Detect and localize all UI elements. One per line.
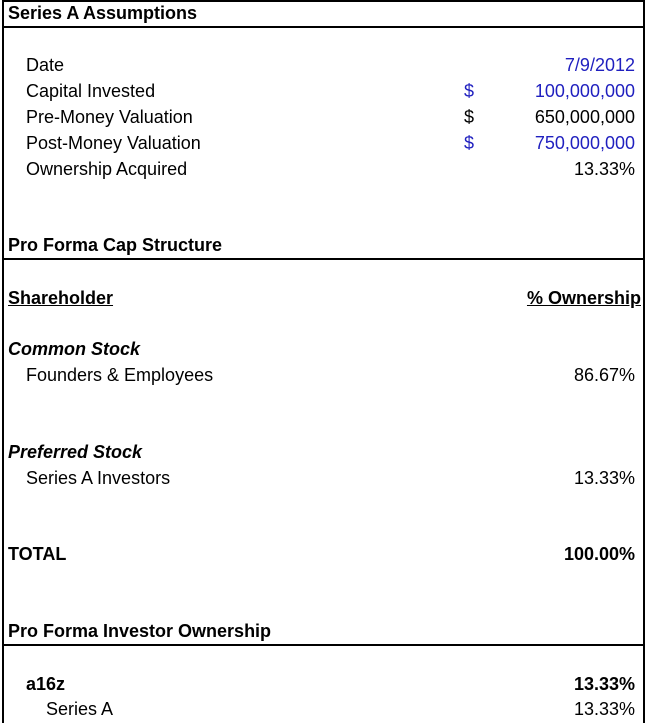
currency-symbol: $ [464, 133, 475, 153]
divider [4, 26, 643, 28]
row-label: Pre-Money Valuation [26, 107, 193, 127]
row-label: Date [26, 55, 65, 75]
row-value: 650,000,000 [534, 107, 635, 127]
row-label: Post-Money Valuation [26, 133, 201, 153]
shareholder-header: Shareholder [8, 288, 114, 308]
row-series-a-investors [4, 465, 643, 491]
row-value: 13.33% [573, 468, 635, 488]
spreadsheet [2, 0, 645, 723]
row-label: Ownership Acquired [26, 159, 188, 179]
total-label: TOTAL [8, 544, 67, 564]
row-label: Capital Invested [26, 81, 156, 101]
currency-symbol: $ [464, 107, 475, 127]
row-pre-money [4, 104, 643, 130]
currency-symbol: $ [464, 81, 475, 101]
series-a-title: Series A Assumptions [8, 3, 198, 23]
row-date [4, 52, 643, 78]
row-label: Series A Investors [26, 468, 171, 488]
row-capital-invested [4, 78, 643, 104]
investor-value: 13.33% [573, 674, 635, 694]
row-value: 13.33% [573, 699, 635, 719]
row-total [4, 541, 643, 567]
row-value: 13.33% [573, 159, 635, 179]
row-value: 100,000,000 [534, 81, 635, 101]
section-label: Preferred Stock [8, 442, 143, 462]
row-label: Founders & Employees [26, 365, 214, 385]
investor-name: a16z [26, 674, 66, 694]
preferred-stock-heading [4, 439, 643, 465]
row-ownership-acquired [4, 156, 643, 182]
row-investor [4, 671, 643, 697]
row-investor-series-a [4, 696, 643, 722]
common-stock-heading [4, 336, 643, 362]
divider [4, 644, 643, 646]
cap-structure-title: Pro Forma Cap Structure [8, 235, 223, 255]
ownership-header: % Ownership [526, 288, 641, 308]
row-value: 750,000,000 [534, 133, 635, 153]
row-value: 86.67% [573, 365, 635, 385]
total-value: 100.00% [563, 544, 635, 564]
row-founders [4, 362, 643, 388]
section-label: Common Stock [8, 339, 141, 359]
row-label: Series A [46, 699, 114, 719]
divider [4, 258, 643, 260]
row-value: 7/9/2012 [564, 55, 635, 75]
investor-ownership-title: Pro Forma Investor Ownership [8, 621, 272, 641]
row-post-money [4, 130, 643, 156]
column-headers [4, 285, 643, 311]
